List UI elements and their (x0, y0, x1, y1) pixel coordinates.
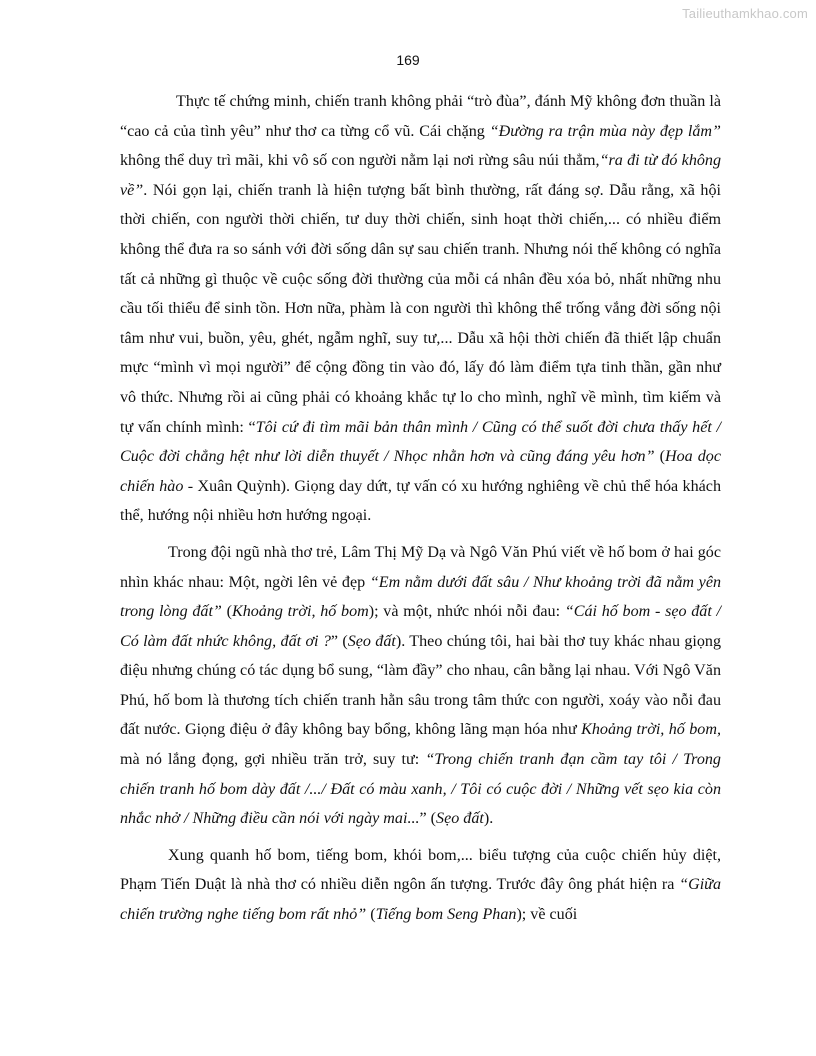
text-run: Thực tế chứng minh, chiến tranh không phải “trò đùa”, đánh Mỹ không đơn thuần là “cao cả của tình yêu” như thơ ca từng cổ vũ. Cái chặng (120, 93, 721, 140)
italic-quote-run: Khoảng trời, hố bom (231, 603, 369, 621)
text-run: ” ( (419, 810, 437, 828)
italic-quote-run: Khoảng trời, hố bom, (581, 721, 721, 739)
page-number: 169 (396, 52, 420, 68)
italic-quote-run: Hoa dọc chiến hào (120, 448, 721, 495)
text-run: . Nói gọn lại, chiến tranh là hiện tượng bất bình thường, rất đáng sợ. Dẫu rằng, xã hội thời chiến, con người thời chiến, tư duy thời chiến, sinh hoạt thời chiến,... có nhiều điểm không thể đưa ra so sánh với đời sống dân sự sau chiến tranh. Nhưng nói thế không có nghĩa tất cả những gì thuộc về cuộc sống đời thường của mỗi cá nhân đều xóa bỏ, nhất những nhu cầu tối thiểu để sinh tồn. Hơn nữa, phàm là con người thì không thể trống vắng đời sống nội tâm như vui, buồn, yêu, ghét, ngẫm nghĩ, suy tư,... Dẫu xã hội thời chiến đã thiết lập chuẩn mực “mình vì mọi người” để cộng đồng tin vào đó, lấy đó làm điểm tựa tinh thần, gần như vô thức. Nhưng rồi ai cũng phải có khoảng khắc tự lo cho mình, nghĩ về mình, tìm kiếm và tự vấn chính mình: “ (120, 181, 721, 436)
italic-quote-run: Sẹo đất (436, 810, 484, 828)
text-run: ” ( (330, 632, 348, 650)
text-run: ); về cuối (516, 906, 578, 924)
text-run: - Xuân Quỳnh). Giọng day dứt, tự vấn có xu hướng nghiêng về chủ thể hóa khách thể, hướng nội nhiều hơn hướng ngoại. (120, 477, 721, 525)
text-run: ). Theo chúng tôi, hai bài thơ tuy khác nhau giọng điệu nhưng chúng có tác dụng bổ sung, “làm đầy” cho nhau, cân bằng lại nhau. Với Ngô Văn Phú, hố bom là thương tích chiến tranh hằn sâu trong tâm thức con người, xoáy vào nỗi đau đất nước. Giọng điệu ở đây không bay bổng, không lãng mạn hóa như (120, 632, 721, 739)
italic-quote-run: “Trong chiến tranh đạn cầm tay tôi / Trong chiến tranh hố bom dày đất /.../ Đất có màu xanh, / Tôi có cuộc đời / Những vết sẹo kia còn nhắc nhở / Những điều cần nói với ngày mai... (120, 751, 721, 828)
text-run: ( (221, 603, 232, 621)
italic-quote-run: “Giữa chiến trường nghe tiếng bom rất nhỏ” (120, 876, 721, 924)
watermark: Tailieuthamkhao.com (682, 6, 808, 21)
document-body (120, 87, 721, 932)
paragraph (120, 841, 721, 930)
italic-quote-run: “Cái hố bom - sẹo đất / Có làm đất nhức không, đất ơi ? (120, 603, 722, 650)
text-run: ( (654, 448, 665, 466)
italic-quote-run: “ra đi từ đó không về” (120, 152, 722, 199)
italic-quote-run: Tôi cứ đi tìm mãi bản thân mình / Cũng có thể suốt đời chưa thấy hết / Cuộc đời chẳng hệt như lời diễn thuyết / Nhọc nhằn hơn và cũng đáng yêu hơn” (120, 418, 721, 466)
text-run: không thể duy trì mãi, khi vô số con người nằm lại nơi rừng sâu núi thẳm, (120, 152, 600, 170)
italic-quote-run: “Em nằm dưới đất sâu / Như khoảng trời đã nằm yên trong lòng đất” (120, 573, 722, 621)
italic-quote-run: “Đường ra trận mùa này đẹp lắm” (489, 122, 721, 140)
italic-quote-run: Tiếng bom Seng Phan (375, 906, 517, 924)
paragraph (120, 87, 721, 531)
text-run: mà nó lắng đọng, gợi nhiều trăn trở, suy tư: (120, 751, 426, 769)
text-run: ( (366, 906, 376, 924)
text-run: ). (483, 810, 494, 828)
text-run: Trong đội ngũ nhà thơ trẻ, Lâm Thị Mỹ Dạ và Ngô Văn Phú viết về hố bom ở hai góc nhìn khác nhau: Một, ngời lên vẻ đẹp (120, 543, 721, 591)
text-run: ); và một, nhức nhói nỗi đau: (368, 603, 565, 621)
text-run: Xung quanh hố bom, tiếng bom, khói bom,... biểu tượng của cuộc chiến hủy diệt, Phạm Tiến Duật là nhà thơ có nhiều diễn ngôn ấn tượng. Trước đây ông phát hiện ra (120, 846, 721, 894)
paragraph (120, 538, 721, 834)
italic-quote-run: Sẹo đất (347, 632, 396, 650)
